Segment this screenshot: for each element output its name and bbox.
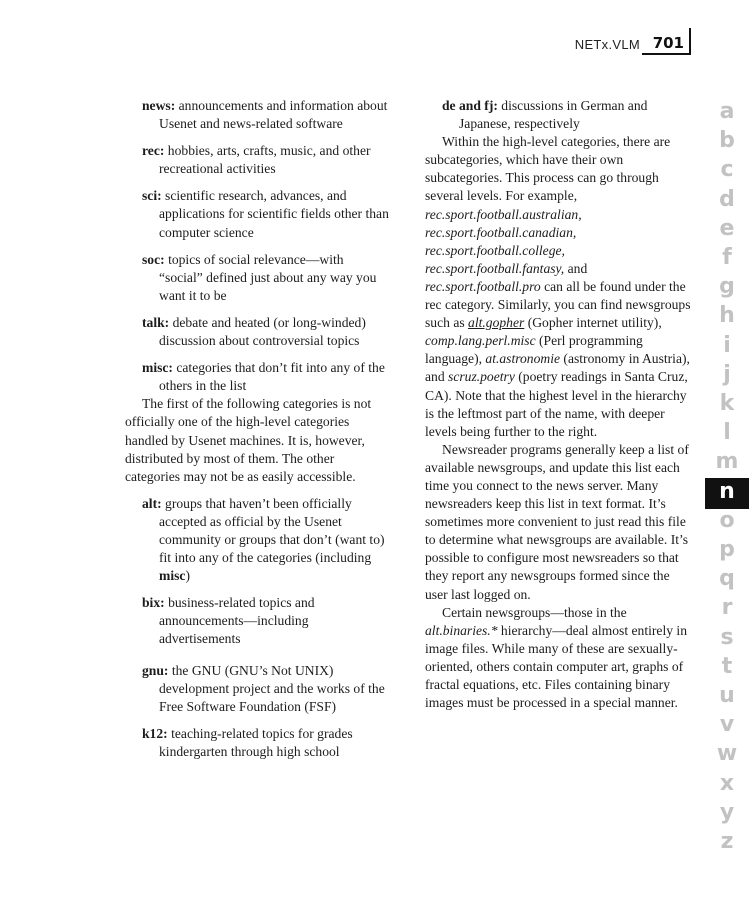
- thumb-letter-h: h: [719, 303, 735, 329]
- thumb-letter-r: r: [721, 595, 733, 621]
- thumb-letter-e: e: [719, 215, 735, 241]
- running-header-title: NETx.VLM: [574, 37, 640, 52]
- category-entry-k12: k12: teaching-related topics for grades kindergarten through high school: [142, 725, 353, 759]
- thumb-letter-x: x: [719, 770, 735, 796]
- thumb-letter-w: w: [716, 741, 738, 767]
- newsreader-paragraph: Newsreader programs generally keep a list of available newsgroups, and update this list each time you connect to the news server. Many newsreaders keep this list in text format. It’s sometimes more convenient to just read this file to determine what newsgroups are available. It’s possible to configure most newsreaders so that they report any newsgroups formed since the user last logged on.: [425, 441, 689, 602]
- thumb-letter-t: t: [721, 653, 733, 679]
- thumb-letter-n: n: [719, 478, 735, 504]
- thumb-letter-m: m: [715, 449, 739, 475]
- thumb-letter-v: v: [719, 712, 735, 738]
- thumb-letter-p: p: [719, 537, 735, 562]
- category-entry-misc: misc: categories that don’t fit into any of the others in the list: [142, 360, 385, 394]
- page-number: 701: [652, 34, 684, 52]
- category-entry-news: news: announcements and information about Usenet and news-related software: [142, 98, 388, 132]
- category-entry-alt: alt: groups that haven’t been officially accepted as official by the Usenet community or groups that don’t (want to) fit into any of the categories (including misc): [142, 495, 385, 584]
- thumb-letter-u: u: [719, 683, 735, 708]
- thumb-letter-b: b: [719, 128, 735, 154]
- header-base-rule: [642, 53, 691, 55]
- intro-paragraph: The first of the following categories is not officially one of the high-level categories handled by Usenet machines. It is, however, distributed by most of them. The other categories may not be as easily accessible.: [125, 396, 372, 484]
- thumb-letter-q: q: [719, 566, 735, 592]
- thumb-letter-l: l: [723, 420, 731, 446]
- category-entry-soc: soc: topics of social relevance—with “social” defined just about any way you want it to be: [142, 251, 377, 303]
- thumb-letter-s: s: [720, 624, 734, 650]
- thumb-letter-c: c: [720, 157, 734, 183]
- thumb-letter-i: i: [723, 332, 731, 358]
- thumb-letter-f: f: [722, 245, 732, 270]
- thumb-letter-g: g: [719, 274, 735, 300]
- thumb-letter-d: d: [719, 186, 735, 212]
- category-entry-talk: talk: debate and heated (or long-winded) discussion about controversial topics: [142, 314, 366, 349]
- right-column: [425, 97, 692, 712]
- thumb-letter-a: a: [719, 99, 735, 124]
- thumb-letter-j: j: [723, 361, 731, 387]
- thumb-letter-y: y: [719, 799, 735, 825]
- left-column: [125, 97, 390, 761]
- category-entry-gnu: gnu: the GNU (GNU’s Not UNIX) development project and the works of the Free Software Foundation (FSF): [142, 662, 385, 714]
- category-entry-de-fj: de and fj: discussions in German and Japanese, respectively: [442, 98, 648, 132]
- header-vertical-rule: [689, 28, 691, 54]
- thumb-letter-k: k: [719, 391, 735, 416]
- category-entry-sci: sci: scientific research, advances, and applications for scientific fields other than computer science: [142, 188, 389, 240]
- subcategories-paragraph: Within the high-level categories, there are subcategories, which have their own subcategories. This process can go through several levels. For example, rec.sport.football.australian, rec.sport.football.canadian, rec.sport.football.college, rec.sport.football.fantasy, and rec.sport.football.pro can all be found under the rec category. Similarly, you can find newsgroups such as alt.gopher (Gopher internet utility), comp.lang.perl.misc (Perl programming language), at.astronomie (astronomy in Austria), and scruz.poetry (poetry readings in Santa Cruz, CA). Note that the highest level in the hierarchy is the leftmost part of the name, with deeper levels being further to the right.: [425, 134, 691, 439]
- thumb-index: [705, 99, 749, 859]
- category-entry-bix: bix: business-related topics and announcements—including advertisements: [142, 595, 315, 647]
- thumb-letter-z: z: [720, 829, 734, 854]
- binaries-paragraph: Certain newsgroups—those in the alt.binaries.* hierarchy—deal almost entirely in image files. While many of these are sexually-oriented, others contain computer art, graphs of fractal equations, etc. Files containing binary images must be processed in a special manner.: [425, 604, 688, 711]
- category-entry-rec: rec: hobbies, arts, crafts, music, and other recreational activities: [142, 143, 371, 177]
- thumb-letter-o: o: [719, 507, 735, 533]
